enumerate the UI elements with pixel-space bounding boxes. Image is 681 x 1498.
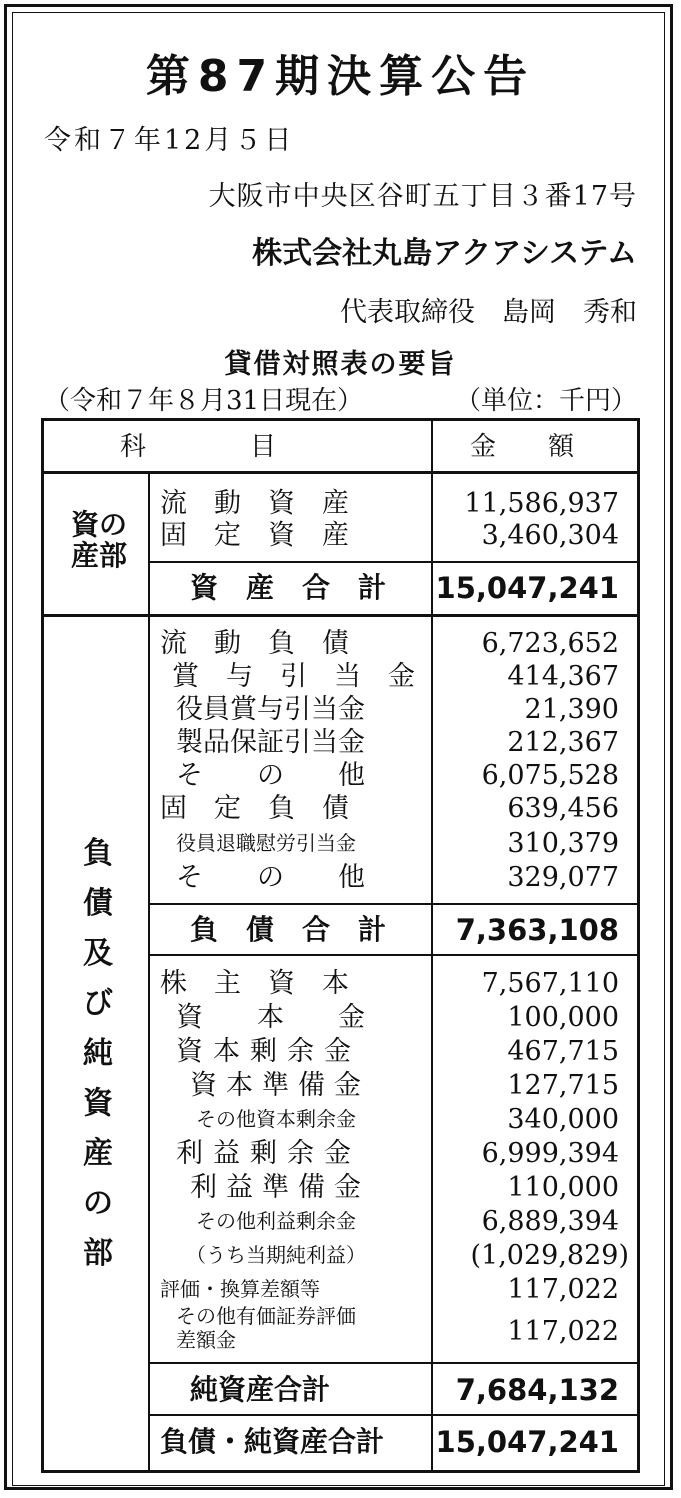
equity-row-value: 7,567,110 <box>481 968 619 999</box>
equity-row-value: 467,715 <box>507 1036 619 1067</box>
side-label-char: 及 <box>83 936 113 971</box>
asset-total-value: 15,047,241 <box>435 571 619 605</box>
side-label-char: 純 <box>83 1036 113 1071</box>
balance-sheet-unit: （単位：千円） <box>454 386 637 416</box>
side-label-char: 債 <box>83 886 113 921</box>
asset-row-label: 固 定 資 産 <box>160 520 349 551</box>
liability-row-label: そ の 他 <box>176 760 365 791</box>
section-column-divider <box>148 474 150 1473</box>
company-address: 大阪市中央区谷町五丁目３番17号 <box>208 181 637 212</box>
header-amount: 金 額 <box>470 432 575 462</box>
liabilities-total-value: 7,363,108 <box>455 913 619 947</box>
liability-row-value: 329,077 <box>507 862 619 893</box>
liability-row-value: 6,075,528 <box>481 760 619 791</box>
liabilities-total-label: 負 債 合 計 <box>190 913 387 946</box>
equity-row-label: その他有価証券評価 <box>176 1304 356 1328</box>
net-assets-total-value: 7,684,132 <box>455 1373 619 1407</box>
side-label-char: 資 <box>83 1086 113 1121</box>
equity-row-label: その他資本剰余金 <box>196 1107 356 1131</box>
grand-total-top <box>148 1414 640 1416</box>
header-divider <box>41 471 640 474</box>
announcement-date: 令和７年12月５日 <box>44 125 295 156</box>
liability-row-value: 310,379 <box>507 828 619 859</box>
assets-label-line2: 産部 <box>70 538 127 572</box>
equity-row-value: 6,889,394 <box>481 1206 619 1237</box>
equity-row-value: 117,022 <box>507 1274 619 1305</box>
equity-row-value: 6,999,394 <box>481 1138 619 1169</box>
liability-row-label: 流 動 負 債 <box>160 628 349 659</box>
liability-row-value: 414,367 <box>507 661 619 692</box>
side-label-char: び <box>83 986 113 1021</box>
header-item: 科 目 <box>120 432 277 462</box>
balance-sheet-title: 貸借対照表の要旨 <box>224 349 457 380</box>
assets-section-divider <box>41 614 640 617</box>
equity-row-label: 資本剰余金 <box>176 1036 361 1067</box>
equity-row-label: 株 主 資 本 <box>160 968 349 999</box>
balance-sheet-date: （令和７年８月31日現在） <box>44 386 364 416</box>
equity-row-label: 利益準備金 <box>190 1172 370 1203</box>
liability-row-label: そ の 他 <box>176 862 365 893</box>
asset-total-top <box>148 561 640 563</box>
equity-row-label: その他利益剰余金 <box>196 1209 356 1233</box>
side-label-char: 負 <box>83 836 113 871</box>
asset-row-value: 11,586,937 <box>464 488 619 519</box>
company-name: 株式会社丸島アクアシステム <box>252 236 637 271</box>
liability-row-label: 製品保証引当金 <box>176 727 365 758</box>
liability-row-value: 21,390 <box>524 694 619 725</box>
equity-row-value: 110,000 <box>507 1172 619 1203</box>
equity-row-label: 資本準備金 <box>190 1070 370 1101</box>
equity-row-label: 評価・換算差額等 <box>160 1277 320 1301</box>
asset-row-label: 流 動 資 産 <box>160 488 349 519</box>
equity-row-value: 117,022 <box>507 1316 619 1347</box>
liability-row-label: 固 定 負 債 <box>160 793 349 824</box>
grand-total-value: 15,047,241 <box>435 1425 619 1459</box>
side-label-char: の <box>83 1186 113 1221</box>
equity-row-value: 127,715 <box>507 1070 619 1101</box>
asset-row-value: 3,460,304 <box>481 520 619 551</box>
liabilities-total-bottom <box>148 954 640 956</box>
equity-row-label: （うち当期純利益） <box>186 1243 366 1267</box>
equity-row-value: (1,029,829) <box>470 1240 629 1271</box>
amount-column-divider <box>431 418 433 1473</box>
liability-row-label: 役員賞与引当金 <box>176 694 365 725</box>
net-assets-total-label: 純資産合計 <box>190 1373 331 1406</box>
equity-row-value: 100,000 <box>507 1002 619 1033</box>
equity-row-value: 340,000 <box>507 1104 619 1135</box>
equity-row-label: 利益剰余金 <box>176 1138 361 1169</box>
page-title: 第87期決算公告 <box>145 51 536 102</box>
side-label-char: 産 <box>83 1136 113 1171</box>
assets-label-line1: 資の <box>70 508 127 541</box>
assets-section-label <box>54 510 144 572</box>
liability-row-label: 役員退職慰労引当金 <box>176 831 356 855</box>
representative: 代表取締役 島岡 秀和 <box>340 297 637 328</box>
asset-total-label: 資 産 合 計 <box>190 571 387 604</box>
equity-row-label: 差額金 <box>176 1328 236 1352</box>
net-assets-total-top <box>148 1362 640 1364</box>
side-label-char: 部 <box>83 1236 113 1271</box>
liability-row-value: 212,367 <box>507 727 619 758</box>
liability-row-label: 賞 与 引 当 金 <box>172 661 415 692</box>
liability-row-value: 639,456 <box>507 793 619 824</box>
liability-row-value: 6,723,652 <box>481 628 619 659</box>
grand-total-label: 負債・純資産合計 <box>160 1425 385 1458</box>
liabilities-total-top <box>148 903 640 905</box>
equity-row-label: 資 本 金 <box>176 1002 365 1033</box>
